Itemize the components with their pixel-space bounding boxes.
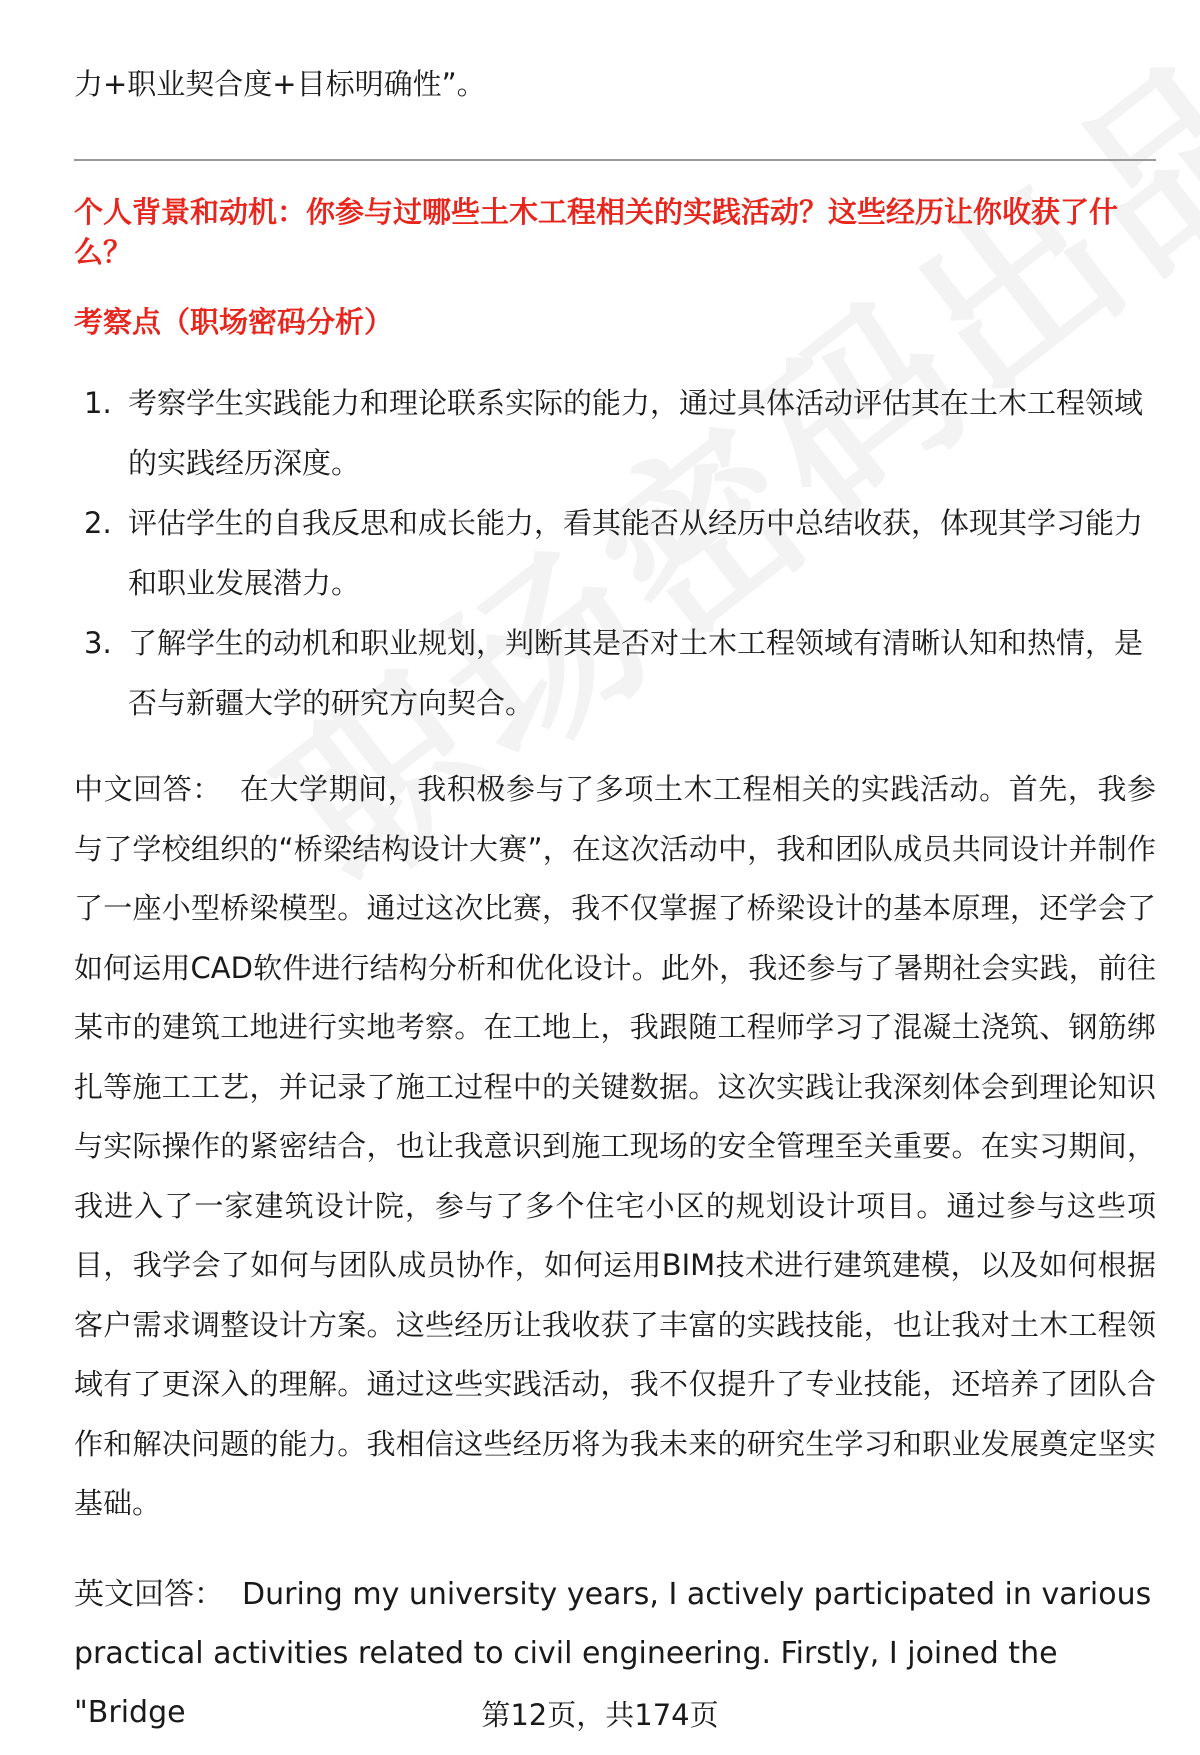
page-number-footer: 第12页，共174页 <box>481 1698 719 1732</box>
list-item-number: 3. <box>84 626 112 660</box>
list-item-number: 2. <box>84 506 112 540</box>
divider <box>74 159 1156 161</box>
list-item-text: 评估学生的自我反思和成长能力，看其能否从经历中总结收获，体现其学习能力和职业发展潜力。 <box>128 506 1144 600</box>
english-answer-text: During my university years, I actively participated in various practical activities related to civil engineering. Firstly, I joined the "Bridge <box>74 1577 1152 1730</box>
list-item <box>74 373 1156 493</box>
list-item-text: 考察学生实践能力和理论联系实际的能力，通过具体活动评估其在土木工程领域的实践经历深度。 <box>128 386 1144 480</box>
assessment-points-heading: 考察点（职场密码分析） <box>74 305 394 339</box>
list-item-number: 1. <box>84 386 112 420</box>
question-heading: 个人背景和动机：你参与过哪些土木工程相关的实践活动？这些经历让你收获了什么？ <box>74 195 1119 269</box>
list-item-text: 了解学生的动机和职业规划，判断其是否对土木工程领域有清晰认知和热情，是否与新疆大学的研究方向契合。 <box>128 626 1144 720</box>
english-answer-label: 英文回答： <box>74 1577 224 1612</box>
continuation-line: 力+职业契合度+目标明确性”。 <box>74 67 486 101</box>
chinese-answer-label: 中文回答： <box>74 772 222 806</box>
assessment-points-list <box>74 373 1156 733</box>
chinese-answer-text: 在大学期间，我积极参与了多项土木工程相关的实践活动。首先，我参与了学校组织的“桥梁结构设计大赛”，在这次活动中，我和团队成员共同设计并制作了一座小型桥梁模型。通过这次比赛，我不仅掌握了桥梁设计的基本原理，还学会了如何运用CAD软件进行结构分析和优化设计。此外，我还参与了暑期社会实践，前往某市的建筑工地进行实地考察。在工地上，我跟随工程师学习了混凝土浇筑、钢筋绑扎等施工工艺，并记录了施工过程中的关键数据。这次实践让我深刻体会到理论知识与实际操作的紧密结合，也让我意识到施工现场的安全管理至关重要。在实习期间，我进入了一家建筑设计院，参与了多个住宅小区的规划设计项目。通过参与这些项目，我学会了如何与团队成员协作，如何运用BIM技术进行建筑建模，以及如何根据客户需求调整设计方案。这些经历让我收获了丰富的实践技能，也让我对土木工程领域有了更深入的理解。通过这些实践活动，我不仅提升了专业技能，还培养了团队合作和解决问题的能力。我相信这些经历将为我未来的研究生学习和职业发展奠定坚实基础。 <box>74 772 1156 1520</box>
chinese-answer <box>74 760 1156 1534</box>
list-item <box>74 613 1156 733</box>
list-item <box>74 493 1156 613</box>
